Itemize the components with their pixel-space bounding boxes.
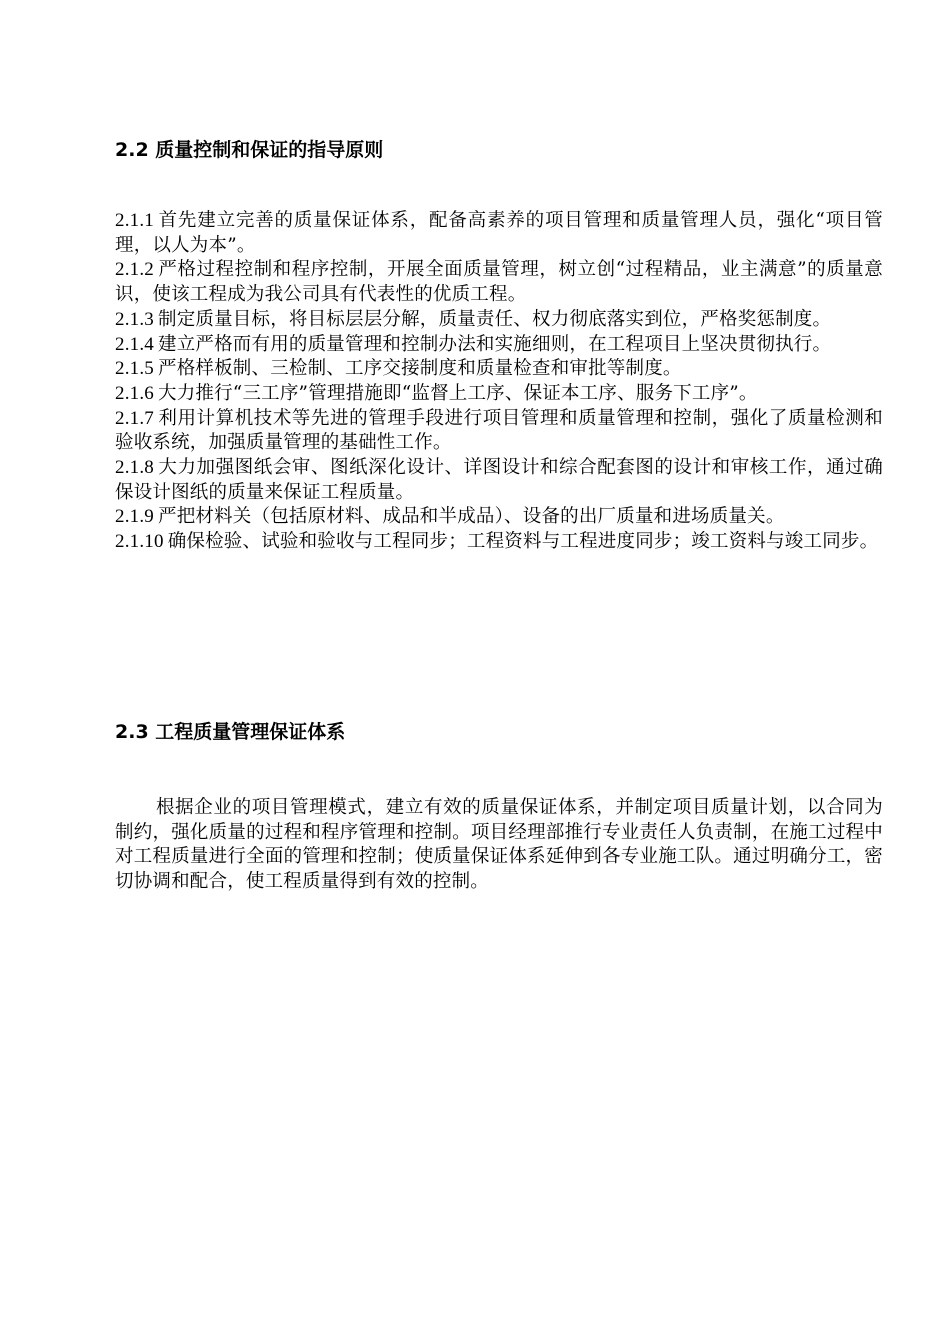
item-number: 2.1.1 — [115, 210, 154, 231]
principle-item — [115, 530, 883, 555]
item-number: 2.1.8 — [115, 457, 154, 479]
item-text: 确保检验、试验和验收与工程同步；工程资料与工程进度同步；竣工资料与竣工同步。 — [167, 531, 879, 553]
item-text: 利用计算机技术等先进的管理手段进行项目管理和质量管理和控制，强化了质量检测和验收系统，加强质量管理的基础性工作。 — [115, 407, 883, 454]
item-number: 2.1.9 — [115, 506, 154, 528]
item-number: 2.1.5 — [115, 358, 154, 380]
item-text: 大力加强图纸会审、图纸深化设计、详图设计和综合配套图的设计和审核工作，通过确保设计图纸的质量来保证工程质量。 — [115, 457, 883, 503]
item-text: 严格样板制、三检制、工序交接制度和质量检查和审批等制度。 — [158, 358, 682, 380]
principle-item — [115, 505, 883, 530]
item-number: 2.1.3 — [115, 308, 154, 330]
section-2-2-heading: 2.2 质量控制和保证的指导原则 — [115, 139, 384, 161]
item-text: 首先建立完善的质量保证体系，配备高素养的项目管理和质量管理人员，强化“项目管理，以人为本”。 — [115, 210, 883, 256]
item-number: 2.1.10 — [115, 531, 164, 553]
principle-item — [115, 382, 883, 407]
item-text: 严把材料关（包括原材料、成品和半成品）、设备的出厂质量和进场质量关。 — [158, 506, 785, 528]
principle-item — [115, 357, 883, 382]
item-number: 2.1.4 — [115, 333, 154, 355]
principles-list — [115, 209, 883, 555]
item-text: 严格过程控制和程序控制，开展全面质量管理，树立创“过程精品，业主满意”的质量意识，使该工程成为我公司具有代表性的优质工程。 — [115, 259, 883, 306]
principle-item — [115, 333, 883, 358]
item-number: 2.1.2 — [115, 259, 154, 281]
principle-item — [115, 209, 883, 258]
section-2-3-heading: 2.3 工程质量管理保证体系 — [115, 721, 346, 743]
section-2-3-paragraph: 根据企业的项目管理模式，建立有效的质量保证体系，并制定项目质量计划，以合同为制约，强化质量的过程和程序管理和控制。项目经理部推行专业责任人负责制，在施工过程中对工程质量进行全面的管理和控制；使质量保证体系延伸到各专业施工队。通过明确分工，密切协调和配合，使工程质量得到有效的控制。 — [115, 797, 883, 893]
item-number: 2.1.7 — [115, 407, 154, 429]
item-text: 大力推行“三工序”管理措施即“监督上工序、保证本工序、服务下工序”。 — [158, 382, 758, 404]
principle-item — [115, 456, 883, 505]
item-text: 建立严格而有用的质量管理和控制办法和实施细则，在工程项目上坚决贯彻执行。 — [158, 333, 832, 355]
item-number: 2.1.6 — [115, 382, 154, 404]
principle-item — [115, 308, 883, 333]
principle-item — [115, 407, 883, 456]
principle-item — [115, 258, 883, 307]
item-text: 制定质量目标，将目标层层分解，质量责任、权力彻底落实到位，严格奖惩制度。 — [158, 308, 832, 330]
